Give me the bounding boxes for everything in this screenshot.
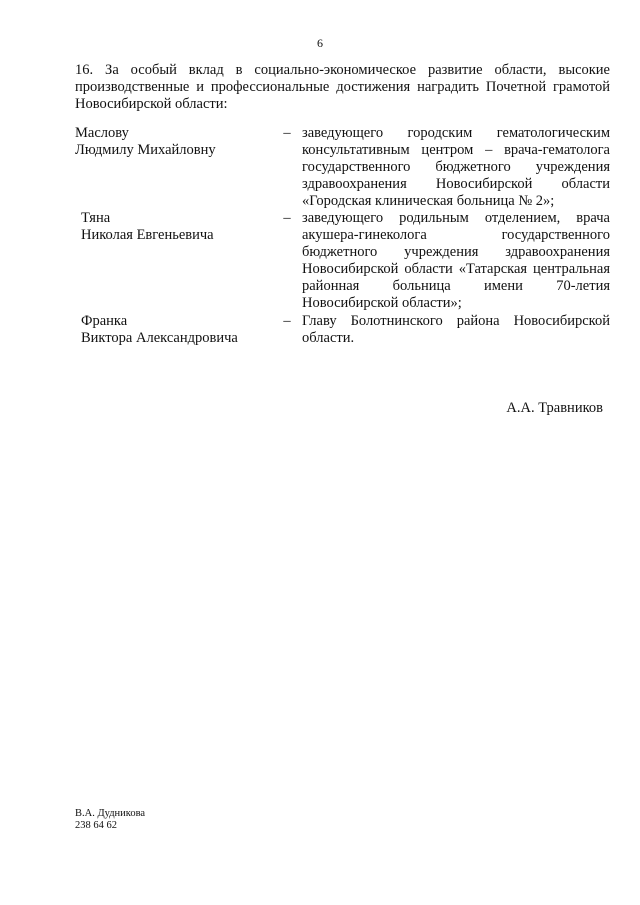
awardee-given-names: Виктора Александровича	[81, 330, 238, 346]
awardee-position: Главу Болотнинского района Новосибирской области.	[302, 313, 610, 346]
awardee-position: заведующего родильным отделением, врача акушера-гинеколога государственного бюджетного учреждения здравоохранения Новосибирской области «Татарская центральная районная больница имени 70-летия Новосибирской области»;	[302, 210, 610, 311]
awardee-given-names: Николая Евгеньевича	[81, 227, 214, 243]
awardee-surname: Тяна	[81, 210, 111, 226]
dash-separator: –	[283, 210, 291, 226]
awardee-name	[75, 125, 275, 159]
intro-line-2: производственные и профессиональные достижения наградить Почетной грамотой	[75, 79, 610, 95]
dash-separator: –	[283, 313, 291, 329]
executor-name: В.А. Дудникова	[75, 808, 146, 819]
awardee-position: заведующего городским гематологическим консультативным центром – врача-гематолога государственного бюджетного учреждения здравоохранения Новосибирской области «Городская клиническая больница № 2»;	[302, 125, 610, 209]
intro-paragraph	[75, 62, 610, 113]
signature-name: А.А. Травников	[506, 400, 603, 416]
awardee-surname: Маслову	[75, 125, 129, 141]
dash-separator: –	[283, 125, 291, 141]
executor-footer	[75, 808, 145, 832]
intro-line-1: 16. За особый вклад в социально-экономическое развитие области, высокие	[75, 62, 610, 78]
awardee-name	[81, 210, 281, 244]
page-number: 6	[317, 36, 323, 50]
awardee-surname: Франка	[81, 313, 128, 329]
awardee-name	[81, 313, 281, 347]
awardee-given-names: Людмилу Михайловну	[75, 142, 216, 158]
intro-line-3: Новосибирской области:	[75, 96, 228, 112]
executor-phone: 238 64 62	[75, 820, 117, 831]
